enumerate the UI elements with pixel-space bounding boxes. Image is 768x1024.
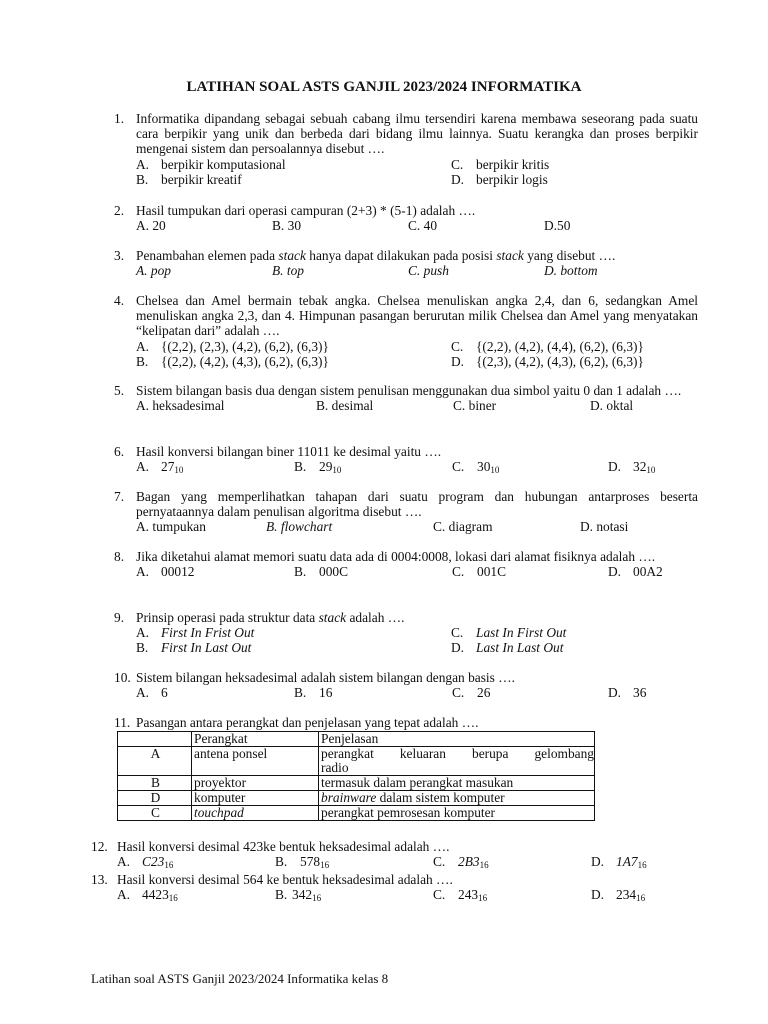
question-stem: Sistem bilangan basis dua dengan sistem penulisan menggunakan dua simbol yaitu 0 dan 1 adalah …. [136,383,682,398]
option-b: B. $342_{16}$ [275,887,322,904]
table-row [118,776,595,791]
question-number: 11. [114,715,131,730]
question-7 [114,489,698,535]
table-row [118,791,595,806]
option-b: B. desimal [316,398,374,414]
question-number: 10. [114,670,131,685]
option-b: B. {(2,2), (4,2), (4,3), (6,2), (6,3)} [136,353,329,369]
table-header: Penjelasan [319,732,595,747]
option-a: A. 6 [136,685,168,701]
question-4 [114,293,698,369]
question-3 [114,248,698,278]
option-b: B. flowchart [266,519,333,535]
table-header: Perangkat [192,732,319,747]
table-header-row [118,732,595,747]
question-stem: Hasil konversi bilangan biner 11011 ke desimal yaitu …. [136,444,442,459]
option-d: D. $1A7_{16}$ [591,854,647,871]
option-d: D. Last In Last Out [451,640,564,656]
question-9 [114,610,698,656]
question-number: 6. [114,444,125,459]
table-row [118,747,595,776]
option-c: C. biner [453,398,497,414]
option-a: A. pop [136,263,171,279]
question-stem: Prinsip operasi pada struktur data stack adalah …. [136,610,405,625]
option-d: D. 00A2 [608,564,663,580]
question-stem: Penambahan elemen pada stack hanya dapat dilakukan pada posisi stack yang disebut …. [136,248,616,263]
page-title: LATIHAN SOAL ASTS GANJIL 2023/2024 INFORMATIKA [186,79,582,95]
option-b: B. $29_{10}$ [294,459,342,476]
option-c: C. diagram [433,519,493,535]
question-number: 13. [91,872,108,887]
option-c: C. $243_{16}$ [433,887,488,904]
option-d: D. 36 [608,685,647,701]
option-b: B. berpikir kreatif [136,171,242,187]
option-c: C. Last In First Out [451,625,567,641]
question-stem: Chelsea dan Amel bermain tebak angka. Chelsea menuliskan angka 2,4, dan 6, sedangkan Amel menuliskan angka 2,3, dan 4. Himpunan pasangan berurutan milik Chelsea dan Amel yang menyatakan “kelipatan dari” adalah …. [136,293,698,339]
question-10 [114,670,698,700]
question-12 [91,839,691,869]
table-header [118,732,192,747]
question-stem: Informatika dipandang sebagai sebuah cabang ilmu tersendiri karena membawa seseorang pada suatu cara berpikir yang unik dan berbeda dari bidang ilmu lainnya. Suatu kerangka dan proses berpikir mengenai sistem dan persoalannya disebut …. [136,111,698,157]
option-b: B. 30 [272,218,302,234]
question-number: 4. [114,293,125,308]
question-stem: Hasil konversi desimal 423ke bentuk heksadesimal adalah …. [117,839,450,854]
row-description: perangkat keluaran berupa gelombang radio [319,747,595,776]
option-b: B. 16 [294,685,333,701]
row-key: B [118,776,192,791]
question-6 [114,444,698,474]
option-a: A. 00012 [136,564,195,580]
row-device: komputer [192,791,319,806]
option-b: B. $578_{16}$ [275,854,330,871]
option-a: A. heksadesimal [136,398,225,414]
row-description: termasuk dalam perangkat masukan [319,776,595,791]
option-c: C. 001C [452,564,507,580]
option-d: D. {(2,3), (4,2), (4,3), (6,2), (6,3)} [451,353,644,369]
question-number: 1. [114,111,125,126]
option-b: B. top [272,263,304,279]
question-stem: Bagan yang memperlihatkan tahapan dari suatu program dan hubungan antarproses beserta pernyataannya dalam penulisan algoritma disebut …. [136,489,698,520]
question-11 [114,715,698,730]
question-13 [91,872,691,902]
option-b: B. First In Last Out [136,640,252,656]
option-c: C. 40 [408,218,438,234]
table-row [118,806,595,821]
question-number: 12. [91,839,108,854]
option-c: C. $30_{10}$ [452,459,500,476]
option-a: A. 20 [136,218,166,234]
option-c: C. $2B3_{16}$ [433,854,489,871]
row-device: antena ponsel [192,747,319,776]
option-a: A. {(2,2), (2,3), (4,2), (6,2), (6,3)} [136,338,329,354]
option-a: A. $27_{10}$ [136,459,184,476]
option-c: C. {(2,2), (4,2), (4,4), (6,2), (6,3)} [451,338,644,354]
question-stem: Hasil tumpukan dari operasi campuran (2+3) * (5-1) adalah …. [136,203,476,218]
row-key: C [118,806,192,821]
row-description: perangkat pemrosesan komputer [319,806,595,821]
question-number: 7. [114,489,125,504]
page-footer: Latihan soal ASTS Ganjil 2023/2024 Informatika kelas 8 [91,971,389,986]
question-number: 9. [114,610,125,625]
question-number: 2. [114,203,125,218]
question-number: 8. [114,549,125,564]
option-a: A. First In Frist Out [136,625,255,641]
option-d: D. berpikir logis [451,171,548,187]
option-a: A. berpikir komputasional [136,156,286,172]
option-b: B. 000C [294,564,349,580]
option-c: C. push [408,263,449,279]
row-device: proyektor [192,776,319,791]
option-d: D. $32_{10}$ [608,459,656,476]
option-d: D. oktal [590,398,634,414]
question-number: 5. [114,383,125,398]
question-8 [114,549,698,579]
row-key: A [118,747,192,776]
question-2 [114,203,698,233]
row-key: D [118,791,192,806]
row-description: brainware dalam sistem komputer [319,791,595,806]
question-5 [114,383,698,413]
device-table [117,731,595,821]
question-stem: Jika diketahui alamat memori suatu data ada di 0004:0008, lokasi dari alamat fisiknya adalah …. [136,549,656,564]
option-c: C. berpikir kritis [451,156,550,172]
option-a: A. tumpukan [136,519,206,535]
options [136,157,698,187]
option-d: D. bottom [544,263,598,279]
option-d: D.50 [544,218,571,234]
option-a: A. $4423_{16}$ [117,887,178,904]
question-stem: Sistem bilangan heksadesimal adalah sistem bilangan dengan basis …. [136,670,515,685]
option-d: D. notasi [580,519,629,535]
question-stem: Hasil konversi desimal 564 ke bentuk heksadesimal adalah …. [117,872,453,887]
question-1 [114,111,698,187]
row-device: touchpad [192,806,319,821]
option-a: A. $C23_{16}$ [117,854,174,871]
question-number: 3. [114,248,125,263]
option-c: C. 26 [452,685,491,701]
question-stem: Pasangan antara perangkat dan penjelasan yang tepat adalah …. [136,715,479,730]
option-d: D. $234_{16}$ [591,887,646,904]
